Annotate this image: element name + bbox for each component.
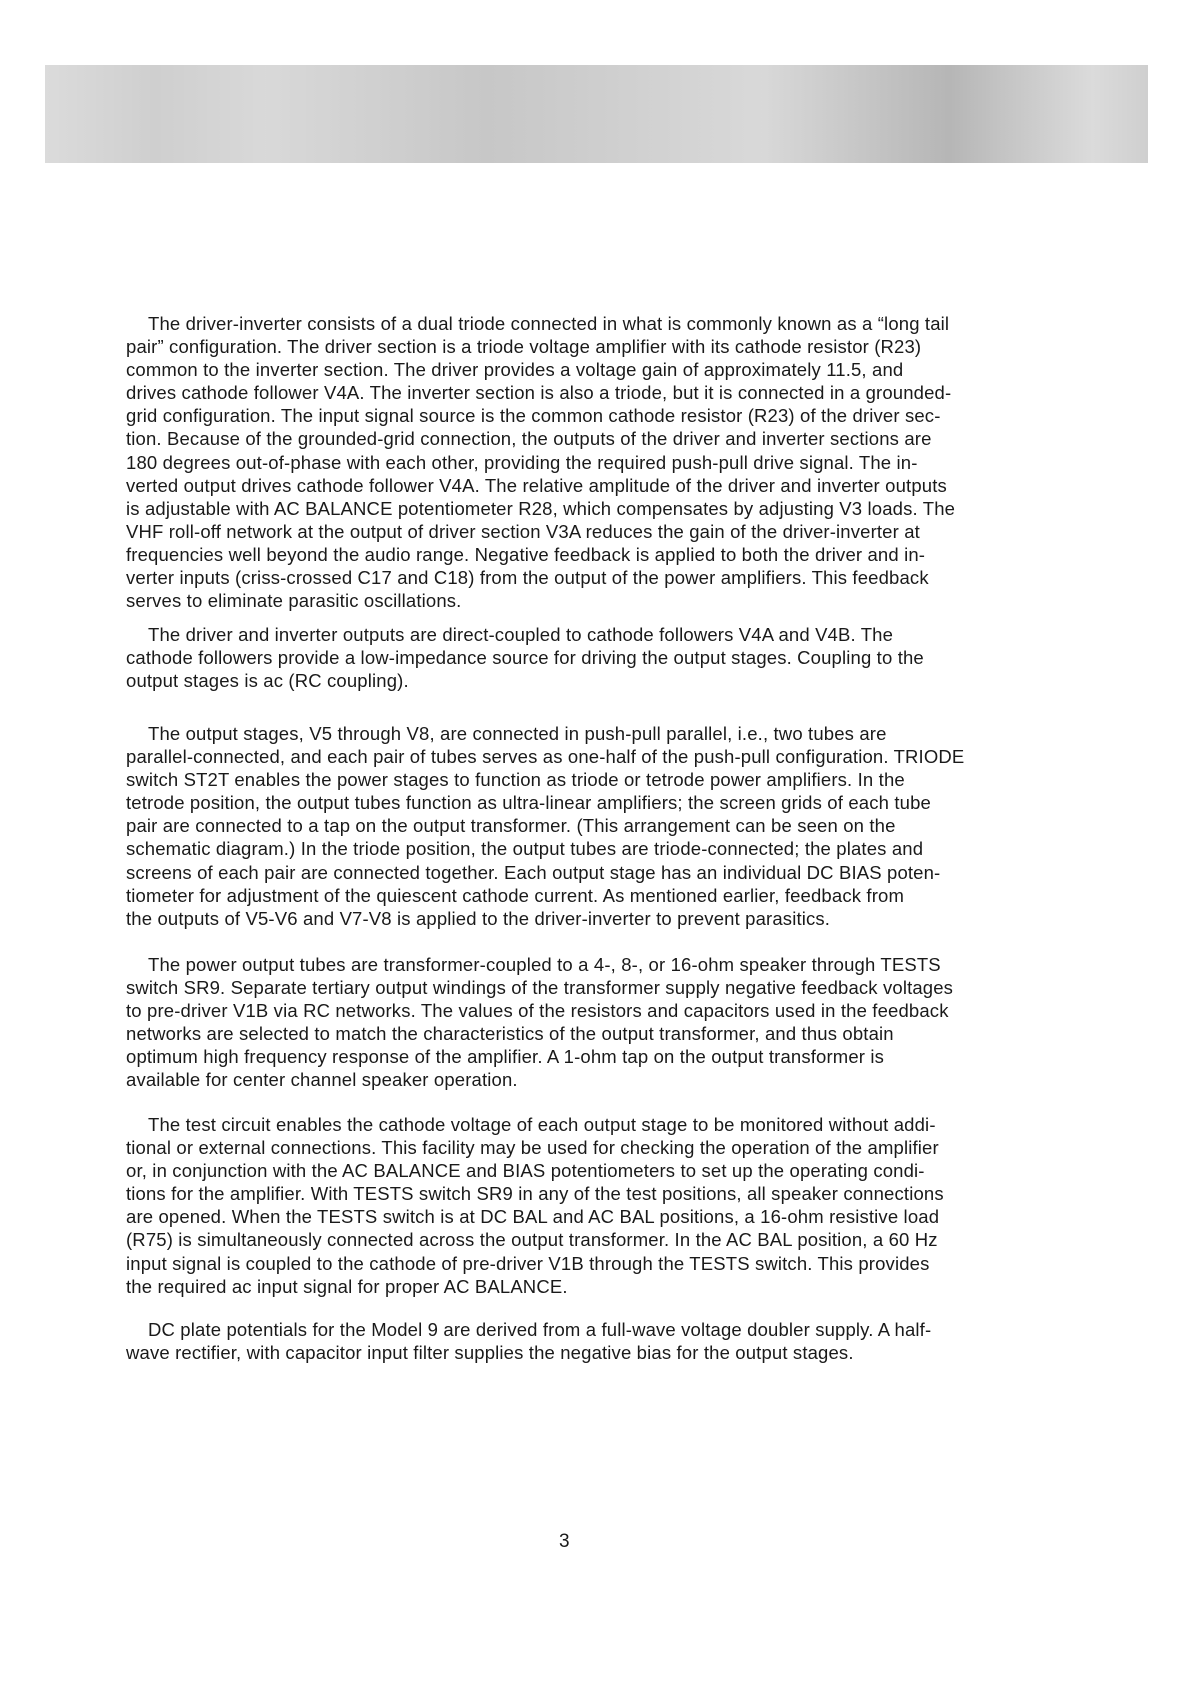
text-line: tiometer for adjustment of the quiescent cathode current. As mentioned earlier, feedback from [126, 884, 905, 906]
text-line: schematic diagram.) In the triode position, the output tubes are triode-connected; the plates and [126, 838, 924, 860]
text-line: The driver-inverter consists of a dual triode connected in what is commonly known as a “long tail [148, 313, 950, 334]
text-line: parallel-connected, and each pair of tubes serves as one-half of the push-pull configuration. TRIODE [126, 746, 965, 768]
text-line: screens of each pair are connected together. Each output stage has an individual DC BIAS poten- [126, 861, 941, 883]
text-line: tion. Because of the grounded-grid connection, the outputs of the driver and inverter sections are [126, 428, 932, 450]
text-line: common to the inverter section. The driver provides a voltage gain of approximately 11.5, and [126, 359, 904, 381]
text-line: tional or external connections. This facility may be used for checking the operation of the amplifier [126, 1137, 939, 1159]
text-line: drives cathode follower V4A. The inverter section is also a triode, but it is connected in a grounded- [126, 382, 952, 404]
text-line: the outputs of V5-V6 and V7-V8 is applied to the driver-inverter to prevent parasitics. [126, 907, 831, 929]
paragraph-output-stages [126, 722, 964, 930]
text-line: tetrode position, the output tubes function as ultra-linear amplifiers; the screen grids of each tube [126, 792, 931, 814]
text-line: or, in conjunction with the AC BALANCE and BIAS potentiometers to set up the operating condi- [126, 1160, 925, 1182]
paragraph-power-supply [126, 1318, 931, 1364]
text-line: verted output drives cathode follower V4A. The relative amplitude of the driver and inverter outputs [126, 474, 947, 496]
text-line: grid configuration. The input signal source is the common cathode resistor (R23) of the driver sec- [126, 405, 941, 427]
text-line: is adjustable with AC BALANCE potentiometer R28, which compensates by adjusting V3 loads. The [126, 497, 956, 519]
text-line: DC plate potentials for the Model 9 are derived from a full-wave voltage doubler supply. A half- [148, 1319, 932, 1340]
text-line: optimum high frequency response of the amplifier. A 1-ohm tap on the output transformer is [126, 1046, 885, 1068]
text-line: switch SR9. Separate tertiary output windings of the transformer supply negative feedback voltages [126, 977, 954, 999]
text-line: The driver and inverter outputs are direct-coupled to cathode followers V4A and V4B. The [148, 624, 894, 645]
text-line: frequencies well beyond the audio range. Negative feedback is applied to both the driver and in- [126, 543, 926, 565]
text-line: to pre-driver V1B via RC networks. The values of the resistors and capacitors used in the feedback [126, 1000, 949, 1022]
paragraph-cathode-followers [126, 623, 924, 692]
text-line: VHF roll-off network at the output of driver section V3A reduces the gain of the driver-inverter at [126, 520, 920, 542]
text-line: The test circuit enables the cathode voltage of each output stage to be monitored without addi- [148, 1114, 936, 1135]
text-line: tions for the amplifier. With TESTS switch SR9 in any of the test positions, all speaker connections [126, 1183, 944, 1205]
text-line: verter inputs (criss-crossed C17 and C18) from the output of the power amplifiers. This feedback [126, 567, 929, 589]
page-number: 3 [559, 1531, 570, 1552]
paragraph-test-circuit [126, 1113, 944, 1298]
text-line: 180 degrees out-of-phase with each other, providing the required push-pull drive signal. The in- [126, 451, 918, 473]
text-line: switch ST2T enables the power stages to function as triode or tetrode power amplifiers. In the [126, 769, 905, 791]
text-line: pair” configuration. The driver section is a triode voltage amplifier with its cathode resistor (R23) [126, 336, 922, 358]
paragraph-output-transformer [126, 953, 953, 1092]
text-line: pair are connected to a tap on the output transformer. (This arrangement can be seen on the [126, 815, 896, 837]
text-line: input signal is coupled to the cathode of pre-driver V1B through the TESTS switch. This provides [126, 1252, 930, 1274]
text-line: wave rectifier, with capacitor input filter supplies the negative bias for the output stages. [126, 1342, 854, 1364]
text-line: available for center channel speaker operation. [126, 1069, 518, 1091]
paragraph-driver-inverter [126, 312, 955, 612]
text-line: (R75) is simultaneously connected across the output transformer. In the AC BAL position, a 60 Hz [126, 1229, 938, 1251]
text-line: The power output tubes are transformer-coupled to a 4-, 8-, or 16-ohm speaker through TESTS [148, 954, 941, 975]
text-line: output stages is ac (RC coupling). [126, 670, 409, 692]
text-line: are opened. When the TESTS switch is at DC BAL and AC BAL positions, a 16-ohm resistive load [126, 1206, 940, 1228]
header-banner-image [45, 65, 1148, 163]
text-line: cathode followers provide a low-impedance source for driving the output stages. Coupling to the [126, 647, 924, 669]
text-line: the required ac input signal for proper AC BALANCE. [126, 1275, 568, 1297]
text-line: serves to eliminate parasitic oscillations. [126, 590, 462, 612]
text-line: The output stages, V5 through V8, are connected in push-pull parallel, i.e., two tubes are [148, 723, 887, 744]
text-line: networks are selected to match the characteristics of the output transformer, and thus obtain [126, 1023, 894, 1045]
